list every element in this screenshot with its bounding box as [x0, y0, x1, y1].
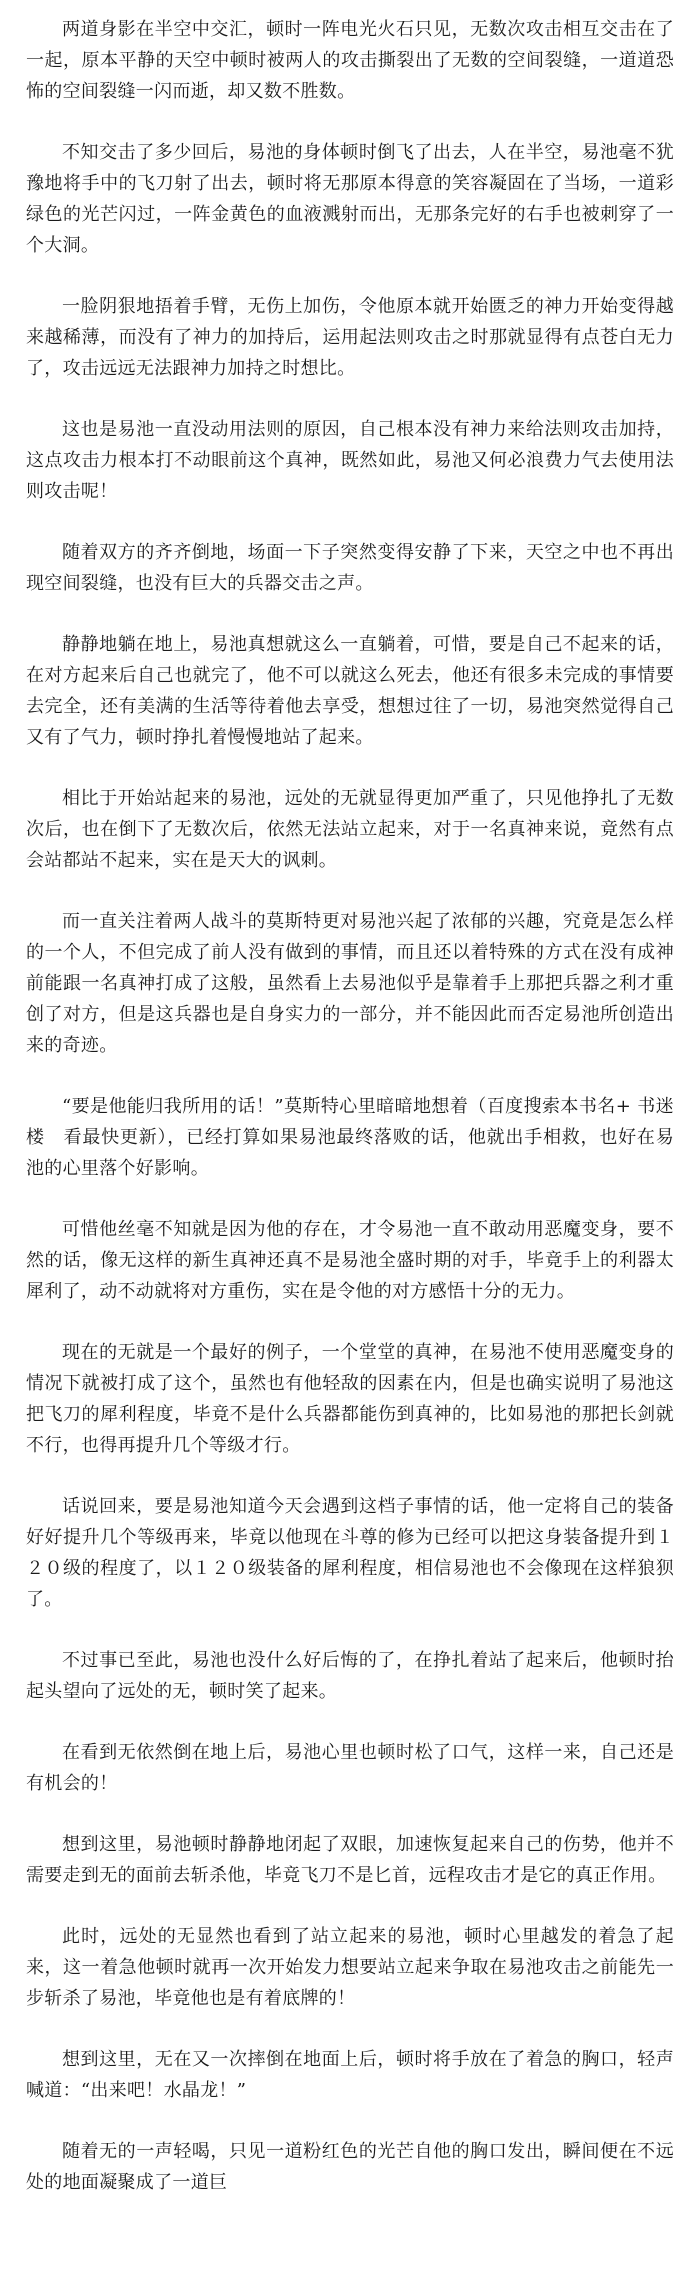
- paragraph-11: 现在的无就是一个最好的例子，一个堂堂的真神，在易池不使用恶魔变身的情况下就被打成了这个，虽然也有他轻敌的因素在内，但是也确实说明了易池这把飞刀的犀利程度，毕竟不是什么兵器都能伤到真神的，比如易池的那把长剑就不行，也得再提升几个等级才行。: [26, 1342, 674, 1456]
- paragraph-12: 话说回来，要是易池知道今天会遇到这档子事情的话，他一定将自己的装备好好提升几个等级再来，毕竟以他现在斗尊的修为已经可以把这身装备提升到１２０级的程度了，以１２０级装备的犀利程度，相信易池也不会像现在这样狼狈了。: [26, 1496, 674, 1610]
- paragraph-10: 可惜他丝毫不知就是因为他的存在，才令易池一直不敢动用恶魔变身，要不然的话，像无这样的新生真神还真不是易池全盛时期的对手，毕竟手上的利器太犀利了，动不动就将对方重伤，实在是令他的对方感悟十分的无力。: [26, 1219, 674, 1302]
- paragraph-8: 而一直关注着两人战斗的莫斯特更对易池兴起了浓郁的兴趣，究竟是怎么样的一个人，不但完成了前人没有做到的事情，而且还以着特殊的方式在没有成神前能跟一名真神打成了这般，虽然看上去易池似乎是靠着手上那把兵器之利才重创了对方，但是这兵器也是自身实力的一部分，并不能因此而否定易池所创造出来的奇迹。: [26, 911, 674, 1056]
- paragraph-15: 想到这里，易池顿时静静地闭起了双眼，加速恢复起来自己的伤势，他并不需要走到无的面前去斩杀他，毕竟飞刀不是匕首，远程攻击才是它的真正作用。: [26, 1834, 674, 1886]
- paragraph-18: 随着无的一声轻喝，只见一道粉红色的光芒自他的胸口发出，瞬间便在不远处的地面凝聚成了一道巨: [26, 2141, 674, 2193]
- paragraph-6: 静静地躺在地上，易池真想就这么一直躺着，可惜，要是自己不起来的话，在对方起来后自己也就完了，他不可以就这么死去，他还有很多未完成的事情要去完全，还有美满的生活等待着他去享受，想想过往了一切，易池突然觉得自己又有了气力，顿时挣扎着慢慢地站了起来。: [26, 634, 674, 748]
- paragraph-14: 在看到无依然倒在地上后，易池心里也顿时松了口气，这样一来，自己还是有机会的！: [26, 1742, 674, 1794]
- paragraph-2: 不知交击了多少回后，易池的身体顿时倒飞了出去，人在半空，易池毫不犹豫地将手中的飞刀射了出去，顿时将无那原本得意的笑容凝固在了当场，一道彩绿色的光芒闪过，一阵金黄色的血液溅射而出，无那条完好的右手也被刺穿了一个大洞。: [26, 142, 674, 256]
- paragraph-7: 相比于开始站起来的易池，远处的无就显得更加严重了，只见他挣扎了无数次后，也在倒下了无数次后，依然无法站立起来，对于一名真神来说，竟然有点会站都站不起来，实在是天大的讽刺。: [26, 788, 674, 871]
- paragraph-17: 想到这里，无在又一次摔倒在地面上后，顿时将手放在了着急的胸口，轻声喊道：“出来吧！水晶龙！”: [26, 2049, 674, 2101]
- paragraph-13: 不过事已至此，易池也没什么好后悔的了，在挣扎着站了起来后，他顿时抬起头望向了远处的无，顿时笑了起来。: [26, 1650, 674, 1702]
- paragraph-5: 随着双方的齐齐倒地，场面一下子突然变得安静了下来，天空之中也不再出现空间裂缝，也没有巨大的兵器交击之声。: [26, 542, 674, 594]
- paragraph-4: 这也是易池一直没动用法则的原因，自己根本没有神力来给法则攻击加持，这点攻击力根本打不动眼前这个真神，既然如此，易池又何必浪费力气去使用法则攻击呢！: [26, 419, 674, 502]
- paragraph-3: 一脸阴狠地捂着手臂，无伤上加伤，令他原本就开始匮乏的神力开始变得越来越稀薄，而没有了神力的加持后，运用起法则攻击之时那就显得有点苍白无力了，攻击远远无法跟神力加持之时想比。: [26, 296, 674, 379]
- paragraph-16: 此时，远处的无显然也看到了站立起来的易池，顿时心里越发的着急了起来，这一着急他顿时就再一次开始发力想要站立起来争取在易池攻击之前能先一步斩杀了易池，毕竟他也是有着底牌的！: [26, 1926, 674, 2009]
- paragraph-9: “要是他能归我所用的话！”莫斯特心里暗暗地想着（百度搜索本书名+ 书迷楼 看最快更新），已经打算如果易池最终落败的话，他就出手相救，也好在易池的心里落个好影响。: [26, 1096, 674, 1179]
- paragraph-1: 两道身影在半空中交汇，顿时一阵电光火石只见，无数次攻击相互交击在了一起，原本平静的天空中顿时被两人的攻击撕裂出了无数的空间裂缝，一道道恐怖的空间裂缝一闪而逝，却又数不胜数。: [26, 19, 674, 102]
